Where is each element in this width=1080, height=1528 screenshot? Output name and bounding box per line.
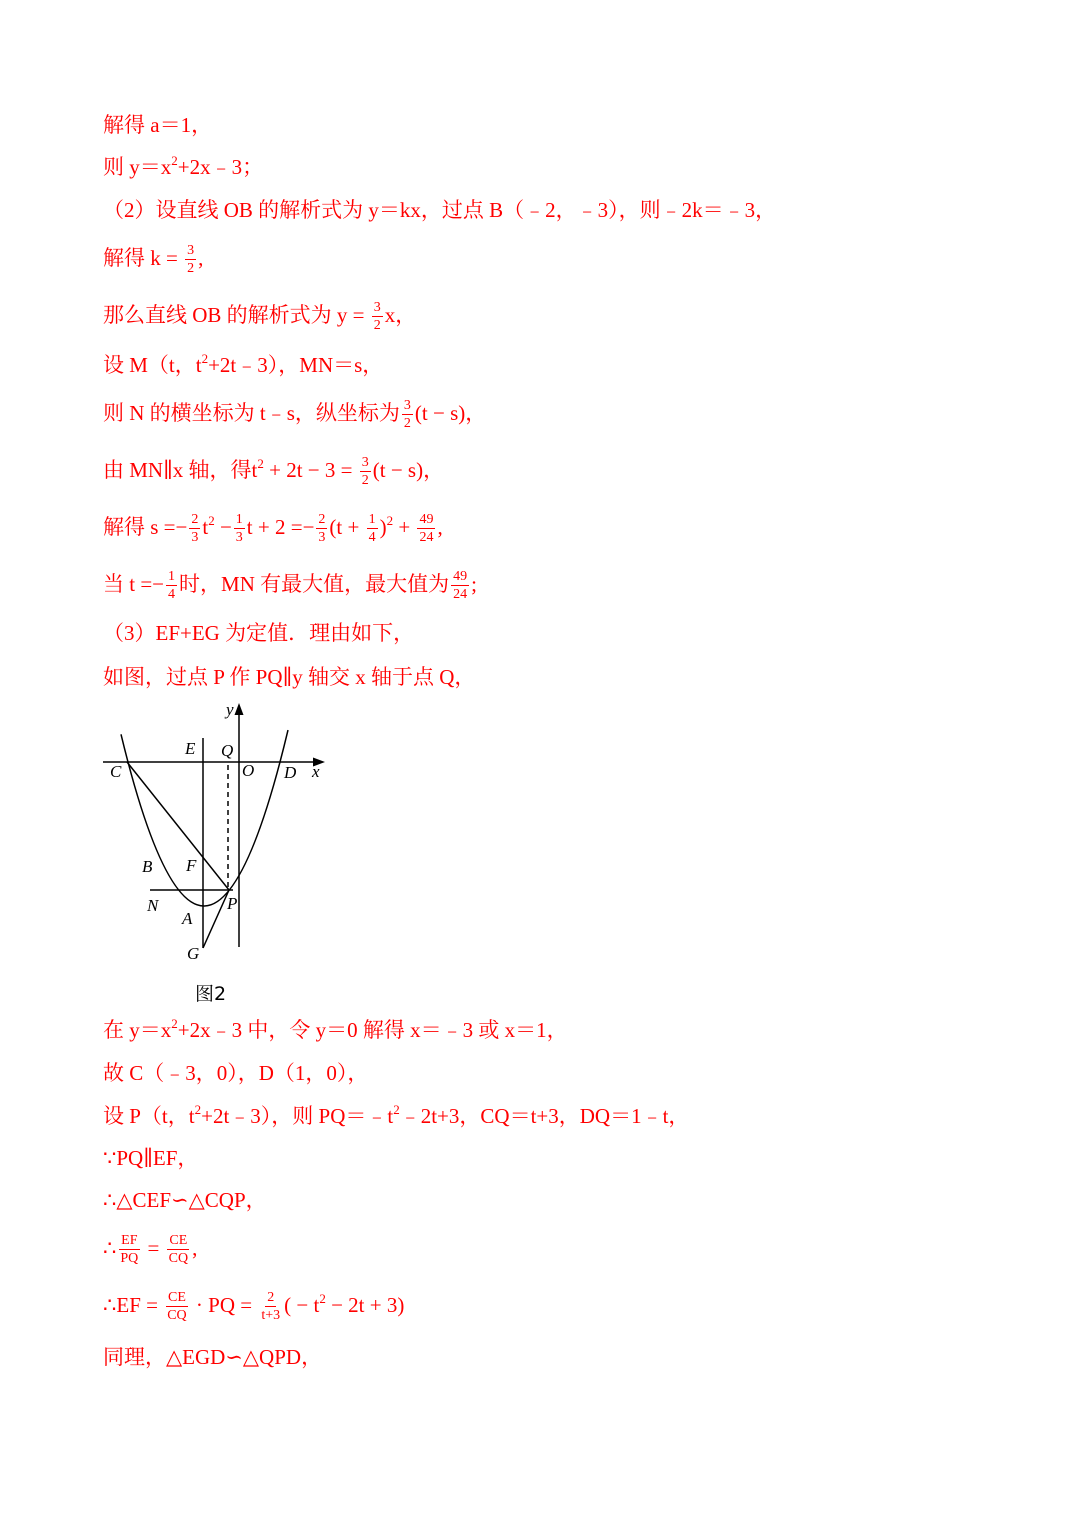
line-text: ﹣2t+3，CQ＝t+3，DQ＝1﹣t， <box>399 1104 690 1128</box>
line-text: ∵PQ∥EF， <box>103 1146 199 1170</box>
line-text: 设 P（t，t <box>103 1104 195 1128</box>
line-text: 那么直线 OB 的解析式为 y = <box>103 303 370 327</box>
fraction <box>234 512 245 545</box>
fraction <box>189 512 200 545</box>
label-p: P <box>227 894 238 913</box>
line-text: ) <box>379 515 387 539</box>
exponent: 2 <box>171 153 178 168</box>
numerator: 2 <box>318 511 326 527</box>
line-text: x， <box>384 303 417 327</box>
parabola-figure <box>95 695 335 970</box>
solution-line-19 <box>103 1289 405 1323</box>
denominator: 2 <box>361 472 369 488</box>
line-text: 同理，△EGD∽△QPD， <box>103 1345 323 1369</box>
denominator: 3 <box>318 529 326 545</box>
fraction <box>166 569 177 602</box>
solution-line-5 <box>103 299 417 333</box>
label-q: Q <box>221 741 234 760</box>
solution-line-20 <box>103 1342 322 1372</box>
numerator: 49 <box>453 568 468 584</box>
fraction <box>185 243 196 276</box>
line-text: + 2t − 3 = <box>263 458 358 482</box>
fraction <box>367 512 378 545</box>
line-text: (t − s)， <box>372 458 445 482</box>
line-text: , <box>192 1236 198 1260</box>
exponent: 2 <box>393 1102 400 1117</box>
exponent: 2 <box>171 1016 178 1031</box>
solution-line-2 <box>103 152 263 182</box>
denominator: 2 <box>187 260 195 276</box>
line-text: = <box>142 1236 165 1260</box>
exponent: 2 <box>208 513 215 528</box>
denominator: CQ <box>167 1307 187 1323</box>
solution-line-9 <box>103 511 443 545</box>
numerator: 3 <box>403 397 411 413</box>
exponent: 2 <box>319 1291 326 1306</box>
line-text: 则 y＝x <box>103 155 172 179</box>
line-text: 时，MN 有最大值，最大值为 <box>179 572 450 596</box>
fraction <box>259 1290 282 1323</box>
line-text: t + 2 =− <box>246 515 315 539</box>
numerator: 3 <box>373 299 381 315</box>
solution-line-10 <box>103 568 477 602</box>
line-text: 则 N 的横坐标为 t﹣s，纵坐标为 <box>103 401 400 425</box>
label-x: x <box>312 762 320 781</box>
fraction <box>451 569 469 602</box>
line-text: 故 C（﹣3，0），D（1，0）， <box>103 1061 369 1085</box>
line-text: 当 t =− <box>103 572 165 596</box>
line-pg <box>203 890 229 948</box>
label-f: F <box>186 856 197 875</box>
denominator: 3 <box>235 529 243 545</box>
solution-line-15 <box>103 1101 689 1131</box>
fraction <box>402 398 413 431</box>
solution-line-14 <box>103 1058 368 1088</box>
denominator: 4 <box>168 586 176 602</box>
line-text: +2x﹣3； <box>177 155 264 179</box>
line-text: − 2t + 3) <box>325 1293 405 1317</box>
line-text: ; <box>471 572 477 596</box>
label-d: D <box>284 763 297 782</box>
label-g: G <box>187 944 200 963</box>
solution-line-17 <box>103 1185 267 1215</box>
line-text: (t − s)， <box>414 401 487 425</box>
fraction <box>316 512 327 545</box>
denominator: 24 <box>453 586 468 602</box>
line-text: · PQ = <box>190 1293 258 1317</box>
numerator: 1 <box>235 511 243 527</box>
line-text: (t + <box>329 515 365 539</box>
label-c: C <box>110 762 122 781</box>
label-o: O <box>242 761 255 780</box>
numerator: 1 <box>168 568 176 584</box>
denominator: CQ <box>168 1250 189 1266</box>
solution-line-4 <box>103 242 204 276</box>
denominator: 4 <box>368 529 376 545</box>
label-n: N <box>147 896 159 915</box>
exponent: 2 <box>201 351 209 366</box>
solution-line-18 <box>103 1232 198 1266</box>
denominator: 2 <box>373 317 381 333</box>
line-text: ∴△CEF∽△CQP， <box>103 1188 267 1212</box>
label-a: A <box>182 909 193 928</box>
fraction <box>167 1233 190 1266</box>
numerator: 49 <box>419 511 434 527</box>
solution-line-7 <box>103 397 487 431</box>
label-b: B <box>142 857 153 876</box>
line-text: 解得 a＝1， <box>103 113 213 137</box>
line-text: +2t﹣3），MN＝s， <box>208 353 384 377</box>
line-text: 由 MN∥x 轴，得t <box>103 458 258 482</box>
line-text: 如图，过点 P 作 PQ∥y 轴交 x 轴于点 Q， <box>103 665 476 689</box>
line-text: 解得 k = <box>103 246 184 270</box>
denominator: t+3 <box>261 1307 281 1323</box>
line-text: 解得 s =− <box>103 515 188 539</box>
line-text: （2）设直线 OB 的解析式为 y＝kx，过点 B（﹣2，﹣3），则﹣2k＝﹣3， <box>103 198 777 222</box>
numerator: 2 <box>267 1289 275 1305</box>
solution-line-8 <box>103 454 445 488</box>
line-text: , <box>198 246 204 270</box>
denominator: 3 <box>191 529 199 545</box>
line-text: , <box>437 515 443 539</box>
line-text: +2x﹣3 中，令 y＝0 解得 x＝﹣3 或 x＝1， <box>177 1018 568 1042</box>
solution-line-6 <box>103 350 383 380</box>
line-text: ∴EF = <box>103 1293 164 1317</box>
line-text: ∴ <box>103 1236 117 1260</box>
y-axis-arrow <box>235 703 244 715</box>
solution-line-12 <box>103 662 475 692</box>
fraction <box>118 1233 140 1266</box>
denominator: 2 <box>403 415 411 431</box>
line-text: 设 M（t，t <box>103 353 202 377</box>
line-text: （3）EF+EG 为定值．理由如下， <box>103 621 415 645</box>
denominator: 24 <box>419 529 434 545</box>
exponent: 2 <box>194 1102 202 1117</box>
numerator: 2 <box>191 511 199 527</box>
numerator: EF <box>121 1232 138 1248</box>
fraction <box>360 455 371 488</box>
numerator: CE <box>169 1232 188 1248</box>
line-text: 在 y＝x <box>103 1018 172 1042</box>
label-y: y <box>226 700 234 719</box>
label-e: E <box>185 739 196 758</box>
numerator: 3 <box>361 454 369 470</box>
solution-line-1 <box>103 110 212 140</box>
exponent: 2 <box>257 456 264 471</box>
denominator: PQ <box>120 1250 139 1266</box>
numerator: CE <box>168 1289 186 1305</box>
line-text: t <box>202 515 209 539</box>
line-text: − <box>214 515 232 539</box>
line-text: +2t﹣3），则 PQ＝﹣t <box>201 1104 394 1128</box>
parabola-curve <box>121 730 288 906</box>
line-text: ( − t <box>284 1293 320 1317</box>
solution-line-11 <box>103 618 414 648</box>
solution-line-3 <box>103 195 776 225</box>
numerator: 1 <box>368 511 376 527</box>
numerator: 3 <box>187 242 195 258</box>
exponent: 2 <box>386 513 394 528</box>
fraction <box>417 512 435 545</box>
fraction <box>165 1290 188 1323</box>
solution-line-16 <box>103 1143 198 1173</box>
solution-line-13 <box>103 1015 568 1045</box>
fraction <box>372 300 383 333</box>
line-text: + <box>393 515 416 539</box>
figure-caption: 图2 <box>195 983 227 1005</box>
